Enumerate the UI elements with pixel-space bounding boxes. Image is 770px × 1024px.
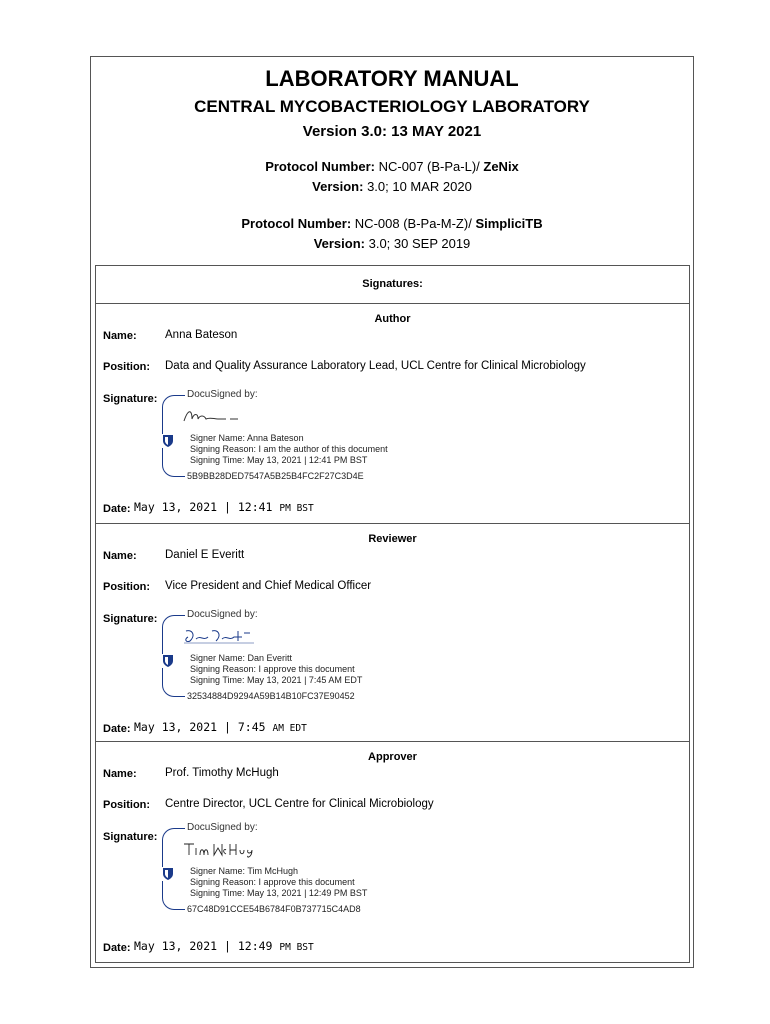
signature-label: Signature: bbox=[103, 393, 158, 405]
author-docusign-block bbox=[162, 389, 422, 484]
docusign-shield-icon bbox=[162, 867, 174, 881]
reviewer-envelope-hash: 32534884D9294A59B14B10FC37E90452 bbox=[187, 691, 355, 701]
name-label: Name: bbox=[103, 330, 137, 342]
approver-envelope-hash: 67C48D91CCE54B6784F0B737715C4AD8 bbox=[187, 904, 361, 914]
name-label: Name: bbox=[103, 550, 137, 562]
approver-docusign-block bbox=[162, 822, 422, 917]
approver-date: May 13, 2021 | 12:49 PM BST bbox=[134, 939, 314, 953]
approver-position: Centre Director, UCL Centre for Clinical Microbiology bbox=[165, 798, 434, 810]
approver-signer-info: Signer Name: Tim McHugh Signing Reason: I approve this document Signing Time: May 13, 2021 | 12:49 PM BST bbox=[190, 866, 368, 898]
approver-role: Approver bbox=[368, 751, 417, 763]
docusigned-by-label: DocuSigned by: bbox=[187, 822, 258, 833]
author-date: May 13, 2021 | 12:41 PM BST bbox=[134, 500, 314, 514]
signature-label: Signature: bbox=[103, 831, 158, 843]
author-handwritten-signature bbox=[182, 405, 262, 427]
reviewer-name: Daniel E Everitt bbox=[165, 549, 245, 561]
reviewer-section bbox=[96, 524, 689, 742]
author-role: Author bbox=[374, 313, 411, 325]
lab-subtitle: CENTRAL MYCOBACTERIOLOGY LABORATORY bbox=[194, 97, 590, 116]
manual-title: LABORATORY MANUAL bbox=[265, 66, 519, 91]
docusigned-by-label: DocuSigned by: bbox=[187, 609, 258, 620]
docusign-shield-icon bbox=[162, 434, 174, 448]
protocol-2-version: Version: 3.0; 30 SEP 2019 bbox=[313, 236, 471, 251]
position-label: Position: bbox=[103, 581, 151, 593]
date-label: Date: bbox=[103, 503, 131, 515]
reviewer-date: May 13, 2021 | 7:45 AM EDT bbox=[134, 720, 307, 734]
author-signer-info: Signer Name: Anna Bateson Signing Reason: I am the author of this document Signing Time: May 13, 2021 | 12:41 PM BST bbox=[190, 433, 388, 465]
docusigned-by-label: DocuSigned by: bbox=[187, 389, 258, 400]
protocol-1-number: Protocol Number: NC-007 (B-Pa-L)/ ZeNix bbox=[265, 159, 519, 174]
approver-name: Prof. Timothy McHugh bbox=[165, 767, 279, 779]
position-label: Position: bbox=[103, 361, 151, 373]
approver-handwritten-signature bbox=[182, 838, 262, 860]
signatures-table bbox=[95, 265, 690, 963]
author-position: Data and Quality Assurance Laboratory Lead, UCL Centre for Clinical Microbiology bbox=[165, 360, 586, 372]
protocol-1-version: Version: 3.0; 10 MAR 2020 bbox=[312, 179, 472, 194]
protocol-2-number: Protocol Number: NC-008 (B-Pa-M-Z)/ SimpliciTB bbox=[241, 216, 543, 231]
docusign-shield-icon bbox=[162, 654, 174, 668]
author-envelope-hash: 5B9BB28DED7547A5B25B4FC2F27C3D4E bbox=[187, 471, 364, 481]
date-label: Date: bbox=[103, 942, 131, 954]
manual-version: Version 3.0: 13 MAY 2021 bbox=[302, 123, 482, 140]
reviewer-signer-info: Signer Name: Dan Everitt Signing Reason: I approve this document Signing Time: May 13, 2021 | 7:45 AM EDT bbox=[190, 653, 363, 685]
reviewer-handwritten-signature bbox=[182, 625, 262, 647]
reviewer-position: Vice President and Chief Medical Officer bbox=[165, 580, 372, 592]
reviewer-docusign-block bbox=[162, 609, 422, 704]
signatures-heading: Signatures: bbox=[96, 266, 689, 304]
name-label: Name: bbox=[103, 768, 137, 780]
author-name: Anna Bateson bbox=[165, 329, 238, 341]
approver-section bbox=[96, 742, 689, 962]
author-section bbox=[96, 304, 689, 524]
position-label: Position: bbox=[103, 799, 151, 811]
date-label: Date: bbox=[103, 723, 131, 735]
reviewer-role: Reviewer bbox=[368, 533, 417, 545]
signature-label: Signature: bbox=[103, 613, 158, 625]
